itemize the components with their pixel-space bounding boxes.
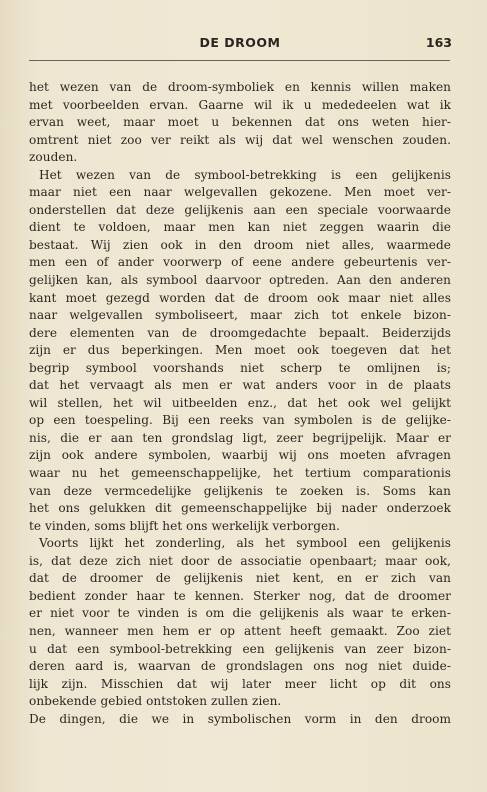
text-line: op een toespeling. Bij een reeks van symbolen is de gelijke-	[29, 413, 451, 428]
text-line: gelijken kan, als symbool daarvoor optreden. Aan den anderen	[29, 273, 451, 288]
text-line: maar niet een naar welgevallen gekozene. Men moet ver-	[29, 185, 451, 200]
text-line: Het wezen van de symbool-betrekking is een gelijkenis	[39, 167, 451, 182]
text-line: omtrent niet zoo ver reikt als wij dat wel wenschen zouden.	[29, 132, 451, 147]
text-line: begrip symbool voorshands niet scherp te omlijnen is;	[29, 360, 451, 375]
text-line: van deze vermcedelijke gelijkenis te zoeken is. Soms kan	[29, 483, 451, 498]
text-line: bedient zonder haar te kennen. Sterker nog, dat de droomer	[29, 588, 451, 603]
text-line: ervan weet, maar moet u bekennen dat ons weten hier-	[29, 115, 451, 130]
text-line: bestaat. Wij zien ook in den droom niet alles, waarmede	[29, 237, 451, 252]
text-line: te vinden, soms blijft het ons werkelijk verborgen.	[29, 518, 340, 533]
text-line: met voorbeelden ervan. Gaarne wil ik u mededeelen wat ik	[29, 97, 451, 112]
text-line: men een of ander voorwerp of eene andere gebeurtenis ver-	[29, 255, 451, 270]
text-line: u dat een symbool-betrekking een gelijkenis van zeer bizon-	[29, 641, 451, 656]
text-line: onderstellen dat deze gelijkenis aan een speciale voorwaarde	[29, 202, 451, 217]
text-line: het ons gelukken dit gemeenschappelijke bij nader onderzoek	[29, 501, 451, 516]
text-line: zijn ook andere symbolen, waarbij wij ons moeten afvragen	[29, 448, 451, 463]
text-line: kant moet gezegd worden dat de droom ook maar niet alles	[29, 290, 451, 305]
page-header	[28, 35, 452, 53]
text-line: dere elementen van de droomgedachte bepaalt. Beiderzijds	[29, 325, 451, 340]
text-line: dat het vervaagt als men er wat anders voor in de plaats	[29, 378, 451, 393]
text-line: De dingen, die we in symbolischen vorm in den droom	[29, 711, 451, 726]
text-line: is, dat deze zich niet door de associatie openbaart; maar ook,	[29, 553, 451, 568]
text-line: het wezen van de droom-symboliek en kennis willen maken	[29, 80, 451, 94]
header-rule	[29, 60, 450, 61]
running-title: DE DROOM	[199, 35, 281, 50]
text-line: er niet voor te vinden is om die gelijkenis als waar te erken-	[29, 606, 451, 621]
text-line: zijn er dus beperkingen. Men moet ook toegeven dat het	[29, 343, 451, 358]
text-line: deren aard is, waarvan de grondslagen ons nog niet duide-	[29, 659, 451, 674]
text-line: Voorts lijkt het zonderling, als het symbool een gelijkenis	[39, 536, 451, 551]
text-line: dient te voldoen, maar men kan niet zeggen waarin die	[29, 220, 451, 235]
text-line: nis, die er aan ten grondslag ligt, zeer begrijpelijk. Maar er	[29, 430, 451, 445]
text-line: nen, wanneer men hem er op attent heeft gemaakt. Zoo ziet	[29, 623, 451, 638]
text-line: wil stellen, het wil uitbeelden enz., dat het ook wel gelijkt	[29, 395, 451, 410]
text-line: zouden.	[29, 150, 78, 165]
text-line: lijk zijn. Misschien dat wij later meer licht op dit ons	[29, 676, 451, 691]
page-number: 163	[425, 35, 452, 50]
text-line: onbekende gebied ontstoken zullen zien.	[29, 694, 282, 709]
text-line: naar welgevallen symboliseert, maar zich tot enkele bizon-	[29, 308, 451, 323]
text-line: dat de droomer de gelijkenis niet kent, en er zich van	[29, 571, 451, 586]
body-text	[29, 79, 451, 728]
text-line: waar nu het gemeenschappelijke, het tertium comparationis	[29, 466, 451, 481]
